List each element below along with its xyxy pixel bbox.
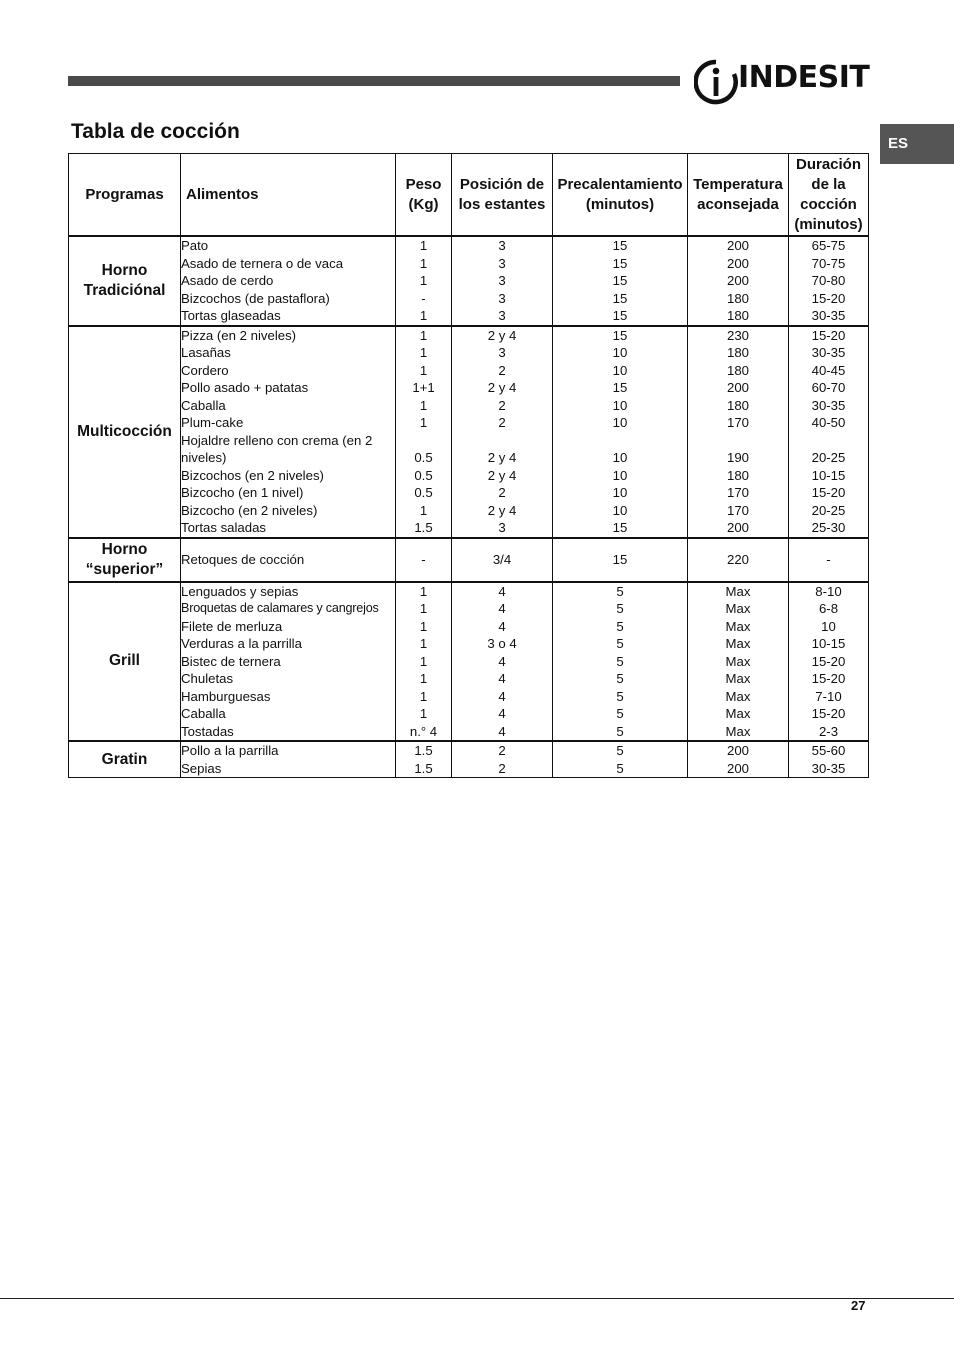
- duration-column-cell: [789, 741, 869, 778]
- table-row: [69, 741, 869, 778]
- shelf-value: 2 y 4: [487, 467, 517, 483]
- food-item: Bizcochos (en 2 niveles): [181, 467, 324, 483]
- duration-value: 30-35: [811, 308, 846, 323]
- food-item: Pollo asado + patatas: [181, 380, 309, 395]
- weight-value: n.° 4: [409, 723, 438, 739]
- preheat-value: 5: [616, 743, 624, 758]
- shelf-column-cell: [452, 582, 553, 742]
- food-item: Lasañas: [181, 345, 231, 360]
- preheat-value: 5: [616, 653, 624, 669]
- language-tab[interactable]: ES: [880, 124, 954, 164]
- shelf-value: 4: [498, 653, 506, 669]
- preheat-value: 15: [612, 255, 628, 271]
- program-name: [69, 326, 181, 538]
- header-dur-line3: cocción: [800, 195, 857, 213]
- header-temp-line2: aconsejada: [697, 195, 779, 213]
- preheat-value: 15: [612, 520, 628, 535]
- food-item: Hamburguesas: [181, 688, 271, 704]
- shelf-value: 4: [498, 583, 506, 599]
- header-peso-line1: Peso: [405, 175, 442, 193]
- food-list: [181, 326, 396, 538]
- header-precalentamiento: [553, 154, 688, 237]
- weight-value: 0.5: [414, 485, 433, 500]
- temperature-value: 170: [726, 485, 749, 500]
- temperature-value: 180: [726, 397, 749, 413]
- preheat-value: 15: [612, 308, 628, 323]
- food-item: Bizcocho (en 1 nivel): [181, 485, 304, 500]
- preheat-value: 5: [616, 688, 624, 704]
- preheat-value: 15: [612, 273, 628, 288]
- duration-value: 15-20: [811, 485, 846, 500]
- table-row: [69, 236, 869, 326]
- program-name: [69, 582, 181, 742]
- shelf-column-cell: [452, 326, 553, 538]
- program-name-line: Tradiciónal: [83, 281, 166, 299]
- preheat-value: 5: [616, 706, 624, 721]
- preheat-value: 15: [612, 551, 628, 567]
- program-name: [69, 741, 181, 778]
- weight-value: 1: [419, 688, 428, 704]
- food-item: Tortas glaseadas: [181, 308, 281, 323]
- header-precal-line1: Precalentamiento: [557, 175, 683, 193]
- shelf-value: 3: [498, 290, 506, 306]
- duration-value: 7-10: [815, 688, 842, 704]
- temperature-value: Max: [725, 583, 751, 599]
- food-item: Bizcochos (de pastaflora): [181, 290, 330, 306]
- program-name-line: Multicocción: [77, 422, 172, 440]
- shelf-value: 2: [498, 397, 506, 413]
- weight-column-cell: [396, 538, 452, 582]
- weight-value: 1: [419, 327, 428, 343]
- preheat-value: 15: [612, 290, 628, 306]
- cooking-table: [68, 153, 869, 778]
- program-group: [69, 538, 869, 582]
- weight-value: 1: [419, 308, 428, 323]
- preheat-value: 10: [612, 502, 628, 518]
- program-name: [69, 538, 181, 582]
- weight-value: 1.5: [414, 743, 433, 758]
- food-item: Pollo a la parrilla: [181, 743, 279, 758]
- program-name-line: Horno: [101, 261, 148, 279]
- preheat-column-cell: [553, 236, 688, 326]
- program-name: [69, 236, 181, 326]
- temperature-value: Max: [725, 618, 751, 634]
- header-temp-line1: Temperatura: [693, 175, 783, 193]
- duration-value: 20-25: [811, 502, 846, 518]
- temperature-value: 190: [726, 450, 749, 465]
- header-dur-line1: Duración: [795, 155, 861, 173]
- weight-value: 1: [419, 618, 428, 634]
- shelf-value: 3: [498, 238, 506, 253]
- wrap-spacer: [553, 432, 687, 450]
- header-peso-line2: (Kg): [408, 195, 439, 213]
- food-item: Filete de merluza: [181, 618, 283, 634]
- temperature-value: 170: [726, 415, 749, 430]
- shelf-value: 2 y 4: [487, 450, 517, 465]
- food-item: Pizza (en 2 niveles): [181, 327, 297, 343]
- shelf-value: 3: [498, 345, 506, 360]
- shelf-value: 3/4: [492, 551, 512, 567]
- logo-symbol-icon: [694, 58, 738, 106]
- footer-rule: [0, 1298, 954, 1299]
- header-row: [69, 154, 869, 237]
- weight-value: 1.5: [414, 520, 433, 535]
- temperature-value: 170: [726, 502, 749, 518]
- duration-value: 30-35: [811, 345, 846, 360]
- header-rule: [68, 76, 680, 86]
- weight-column-cell: [396, 582, 452, 742]
- temperature-value: 230: [726, 327, 749, 343]
- food-item: Tortas saladas: [181, 520, 267, 535]
- duration-value: 30-35: [811, 397, 846, 413]
- table-row: [69, 582, 869, 742]
- preheat-value: 5: [616, 723, 624, 739]
- duration-value: 15-20: [811, 653, 846, 669]
- weight-value: -: [421, 551, 426, 567]
- brand-name: INDESIT: [738, 60, 870, 95]
- food-item: Tostadas: [181, 723, 234, 739]
- preheat-value: 10: [612, 397, 628, 413]
- duration-value: 10-15: [811, 467, 846, 483]
- header-posicion-line1: Posición de: [459, 175, 545, 193]
- temperature-value: Max: [725, 636, 751, 651]
- table-row: [69, 538, 869, 582]
- header-posicion: [452, 154, 553, 237]
- indesit-logo: [694, 58, 870, 106]
- shelf-value: 4: [498, 723, 506, 739]
- header-dur-line4: (minutos): [794, 215, 863, 233]
- temperature-value: 200: [726, 238, 749, 253]
- preheat-value: 10: [612, 450, 628, 465]
- weight-value: 1: [419, 255, 428, 271]
- temperature-value: 180: [726, 467, 749, 483]
- header-peso: [396, 154, 452, 237]
- preheat-value: 5: [616, 760, 624, 776]
- preheat-value: 15: [612, 238, 628, 253]
- food-item: Lenguados y sepias: [181, 583, 299, 599]
- weight-value: 0.5: [414, 450, 433, 465]
- duration-value: 70-80: [811, 273, 846, 288]
- header-alimentos: Alimentos: [181, 154, 396, 237]
- wrap-spacer: [789, 432, 868, 450]
- food-item: Asado de ternera o de vaca: [181, 255, 344, 271]
- program-group: [69, 582, 869, 742]
- temperature-value: 180: [726, 290, 749, 306]
- shelf-value: 3: [498, 308, 506, 323]
- food-item: Verduras a la parrilla: [181, 636, 302, 651]
- temperature-value: 200: [726, 743, 749, 758]
- food-list: [181, 741, 396, 778]
- duration-value: 25-30: [811, 520, 846, 535]
- program-name-line: Gratin: [101, 750, 148, 768]
- weight-value: 1: [419, 706, 428, 721]
- weight-value: 1: [419, 601, 428, 616]
- preheat-value: 5: [616, 583, 624, 599]
- duration-value: 40-45: [811, 362, 846, 378]
- header-dur-line2: de la: [811, 175, 846, 193]
- shelf-value: 2: [498, 760, 506, 776]
- shelf-value: 2: [498, 485, 506, 500]
- preheat-value: 10: [612, 415, 628, 430]
- weight-value: 1: [419, 238, 428, 253]
- temperature-value: 220: [726, 551, 749, 567]
- wrap-spacer: [452, 432, 552, 450]
- page-number: 27: [851, 1298, 866, 1313]
- weight-value: 1: [419, 273, 428, 288]
- shelf-value: 2: [498, 362, 506, 378]
- weight-column-cell: [396, 236, 452, 326]
- duration-value: 10-15: [811, 636, 846, 651]
- preheat-value: 5: [616, 601, 624, 616]
- wrap-spacer: [396, 432, 451, 450]
- header-posicion-line2: los estantes: [458, 195, 546, 213]
- weight-value: 1: [419, 415, 428, 430]
- shelf-column-cell: [452, 741, 553, 778]
- food-item: Chuletas: [181, 671, 234, 686]
- weight-value: 1: [419, 583, 428, 599]
- weight-value: 1: [419, 397, 428, 413]
- preheat-column-cell: [553, 538, 688, 582]
- duration-column-cell: [789, 582, 869, 742]
- program-name-line: “superior”: [85, 560, 164, 578]
- preheat-value: 15: [612, 327, 628, 343]
- shelf-value: 3: [498, 520, 506, 535]
- temperature-column-cell: [688, 741, 789, 778]
- temperature-value: 180: [726, 345, 749, 360]
- food-item: Bizcocho (en 2 niveles): [181, 502, 318, 518]
- duration-value: 60-70: [811, 380, 846, 395]
- program-name-line: Horno: [101, 540, 148, 558]
- shelf-value: 2 y 4: [487, 380, 517, 395]
- temperature-value: Max: [725, 601, 751, 616]
- header-precal-line2: (minutos): [585, 195, 655, 213]
- preheat-value: 15: [612, 380, 628, 395]
- duration-value: 10: [821, 618, 836, 634]
- food-item: Bistec de ternera: [181, 653, 281, 669]
- weight-value: 0.5: [414, 467, 433, 483]
- temperature-value: 200: [726, 520, 749, 535]
- shelf-value: 4: [498, 618, 506, 634]
- preheat-value: 10: [612, 467, 628, 483]
- duration-value: 15-20: [811, 327, 846, 343]
- preheat-column-cell: [553, 582, 688, 742]
- wrap-spacer: [688, 432, 788, 450]
- weight-value: 1: [419, 345, 428, 360]
- weight-value: -: [421, 290, 426, 306]
- shelf-column-cell: [452, 538, 553, 582]
- preheat-column-cell: [553, 326, 688, 538]
- shelf-value: 4: [498, 688, 506, 704]
- shelf-value: 3 o 4: [487, 636, 517, 651]
- weight-column-cell: [396, 326, 452, 538]
- program-group: [69, 326, 869, 538]
- header-duracion: [789, 154, 869, 237]
- duration-column-cell: [789, 538, 869, 582]
- preheat-value: 10: [612, 485, 628, 500]
- preheat-value: 10: [612, 345, 628, 360]
- weight-column-cell: [396, 741, 452, 778]
- preheat-value: 5: [616, 671, 624, 686]
- weight-value: 1: [419, 362, 428, 378]
- shelf-value: 2 y 4: [487, 327, 517, 343]
- weight-value: 1: [419, 636, 428, 651]
- temperature-value: 200: [726, 380, 749, 395]
- weight-value: 1+1: [412, 380, 435, 395]
- duration-value: 15-20: [811, 290, 846, 306]
- duration-value: 40-50: [811, 415, 846, 430]
- food-list: [181, 582, 396, 742]
- duration-value: -: [826, 551, 831, 567]
- temperature-value: Max: [725, 653, 751, 669]
- duration-column-cell: [789, 236, 869, 326]
- shelf-value: 4: [498, 601, 506, 616]
- temperature-value: 200: [726, 273, 749, 288]
- food-item: Caballa: [181, 706, 226, 721]
- weight-value: 1: [419, 671, 428, 686]
- temperature-value: 200: [726, 255, 749, 271]
- food-item: Asado de cerdo: [181, 273, 274, 288]
- program-name-line: Grill: [108, 652, 140, 670]
- preheat-value: 10: [612, 362, 628, 378]
- duration-value: 65-75: [811, 238, 846, 253]
- duration-column-cell: [789, 326, 869, 538]
- table-row: [69, 326, 869, 538]
- shelf-value: 2: [498, 743, 506, 758]
- temperature-value: 180: [726, 362, 749, 378]
- shelf-value: 2 y 4: [487, 502, 517, 518]
- temperature-column-cell: [688, 582, 789, 742]
- duration-value: 15-20: [811, 706, 846, 721]
- shelf-value: 4: [498, 706, 506, 721]
- temperature-value: Max: [725, 688, 751, 704]
- duration-value: 55-60: [811, 743, 846, 758]
- weight-value: 1.5: [414, 760, 433, 776]
- duration-value: 2-3: [818, 723, 839, 739]
- program-group: [69, 236, 869, 326]
- food-list: [181, 236, 396, 326]
- preheat-value: 5: [616, 636, 624, 651]
- food-item: Sepias: [181, 760, 222, 776]
- header-programas: Programas: [69, 154, 181, 237]
- shelf-value: 4: [498, 671, 506, 686]
- food-item: Plum-cake: [181, 415, 244, 430]
- food-item: Caballa: [181, 397, 226, 413]
- header-temperatura: [688, 154, 789, 237]
- shelf-value: 3: [498, 273, 506, 288]
- program-group: [69, 741, 869, 778]
- food-item: Pato: [181, 238, 209, 253]
- preheat-value: 5: [616, 618, 624, 634]
- temperature-value: Max: [725, 723, 751, 739]
- weight-value: 1: [419, 653, 428, 669]
- duration-value: 20-25: [811, 450, 846, 465]
- temperature-column-cell: [688, 326, 789, 538]
- duration-value: 15-20: [811, 671, 846, 686]
- page-title: Tabla de cocción: [71, 120, 240, 143]
- shelf-value: 2: [498, 415, 506, 430]
- duration-value: 6-8: [818, 601, 839, 616]
- temperature-value: Max: [725, 706, 751, 721]
- duration-value: 30-35: [811, 760, 846, 776]
- duration-value: 8-10: [815, 583, 842, 599]
- food-item: Retoques de cocción: [181, 551, 305, 567]
- temperature-value: 180: [726, 308, 749, 323]
- temperature-column-cell: [688, 236, 789, 326]
- shelf-value: 3: [498, 255, 506, 271]
- temperature-column-cell: [688, 538, 789, 582]
- shelf-column-cell: [452, 236, 553, 326]
- duration-value: 70-75: [811, 255, 846, 271]
- temperature-value: 200: [726, 760, 749, 776]
- food-item: Broquetas de calamares y cangrejos: [181, 601, 379, 615]
- weight-value: 1: [419, 502, 428, 518]
- food-item: Cordero: [181, 362, 229, 378]
- temperature-value: Max: [725, 671, 751, 686]
- food-list: [181, 538, 396, 582]
- food-item: Hojaldre relleno con crema (en 2 niveles): [181, 432, 373, 465]
- preheat-column-cell: [553, 741, 688, 778]
